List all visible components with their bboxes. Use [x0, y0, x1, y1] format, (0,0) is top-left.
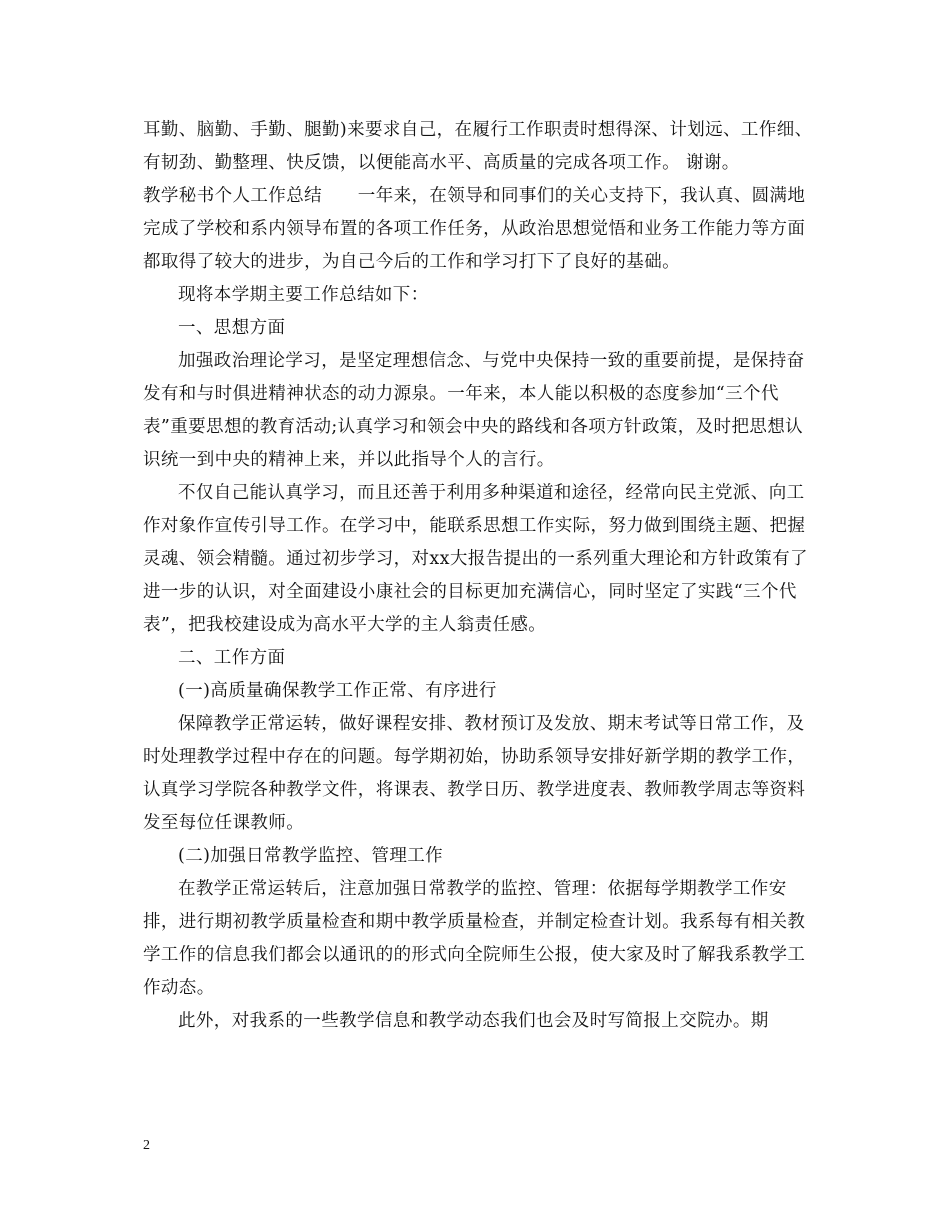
- subsection-heading: (二)加强日常教学监控、管理工作: [178, 846, 444, 866]
- page-number: 2: [143, 1138, 150, 1153]
- section-heading: 二、工作方面: [178, 648, 286, 668]
- section-heading: 一、思想方面: [178, 318, 286, 338]
- paragraph: 不仅自己能认真学习，而且还善于利用多种渠道和途径，经常向民主党派、向工作对象作宣传引导工作。在学习中，能联系思想工作实际，努力做到围绕主题、把握灵魂、领会精髓。通过初步学习，对xx大报告提出的一系列重大理论和方针政策有了进一步的认识，对全面建设小康社会的目标更加充满信心，同时坚定了实践“三个代表”，把我校建设成为高水平大学的主人翁责任感。: [143, 483, 808, 635]
- paragraph: 此外，对我系的一些教学信息和教学动态我们也会及时写简报上交院办。期: [178, 1011, 769, 1031]
- paragraph: 保障教学正常运转，做好课程安排、教材预订及发放、期末考试等日常工作，及时处理教学过程中存在的问题。每学期初始，协助系领导安排好新学期的教学工作，认真学习学院各种教学文件，将课表、教学日历、教学进度表、教师教学周志等资料发至每位任课教师。: [143, 714, 806, 833]
- subsection-heading: (一)高质量确保教学工作正常、有序进行: [178, 681, 497, 701]
- paragraph: 教学秘书个人工作总结 一年来，在领导和同事们的关心支持下，我认真、圆满地完成了学校和系内领导布置的各项工作任务，从政治思想觉悟和业务工作能力等方面都取得了较大的进步，为自己今后的工作和学习打下了良好的基础。: [143, 186, 806, 272]
- paragraph: 在教学正常运转后，注意加强日常教学的监控、管理：依据每学期教学工作安排，进行期初教学质量检查和期中教学质量检查，并制定检查计划。我系每有相关教学工作的信息我们都会以通讯的的形式向全院师生公报，使大家及时了解我系教学工作动态。: [143, 879, 806, 998]
- paragraph: 现将本学期主要工作总结如下：: [178, 285, 429, 305]
- document-body: [143, 114, 815, 1038]
- paragraph: 加强政治理论学习，是坚定理想信念、与党中央保持一致的重要前提，是保持奋发有和与时俱进精神状态的动力源泉。一年来，本人能以积极的态度参加“三个代表”重要思想的教育活动;认真学习和领会中央的路线和各项方针政策，及时把思想认识统一到中央的精神上来，并以此指导个人的言行。: [143, 351, 805, 470]
- paragraph: 耳勤、脑勤、手勤、腿勤)来要求自己，在履行工作职责时想得深、计划远、工作细、有韧劲、勤整理、快反馈，以便能高水平、高质量的完成各项工作。 谢谢。: [143, 120, 813, 173]
